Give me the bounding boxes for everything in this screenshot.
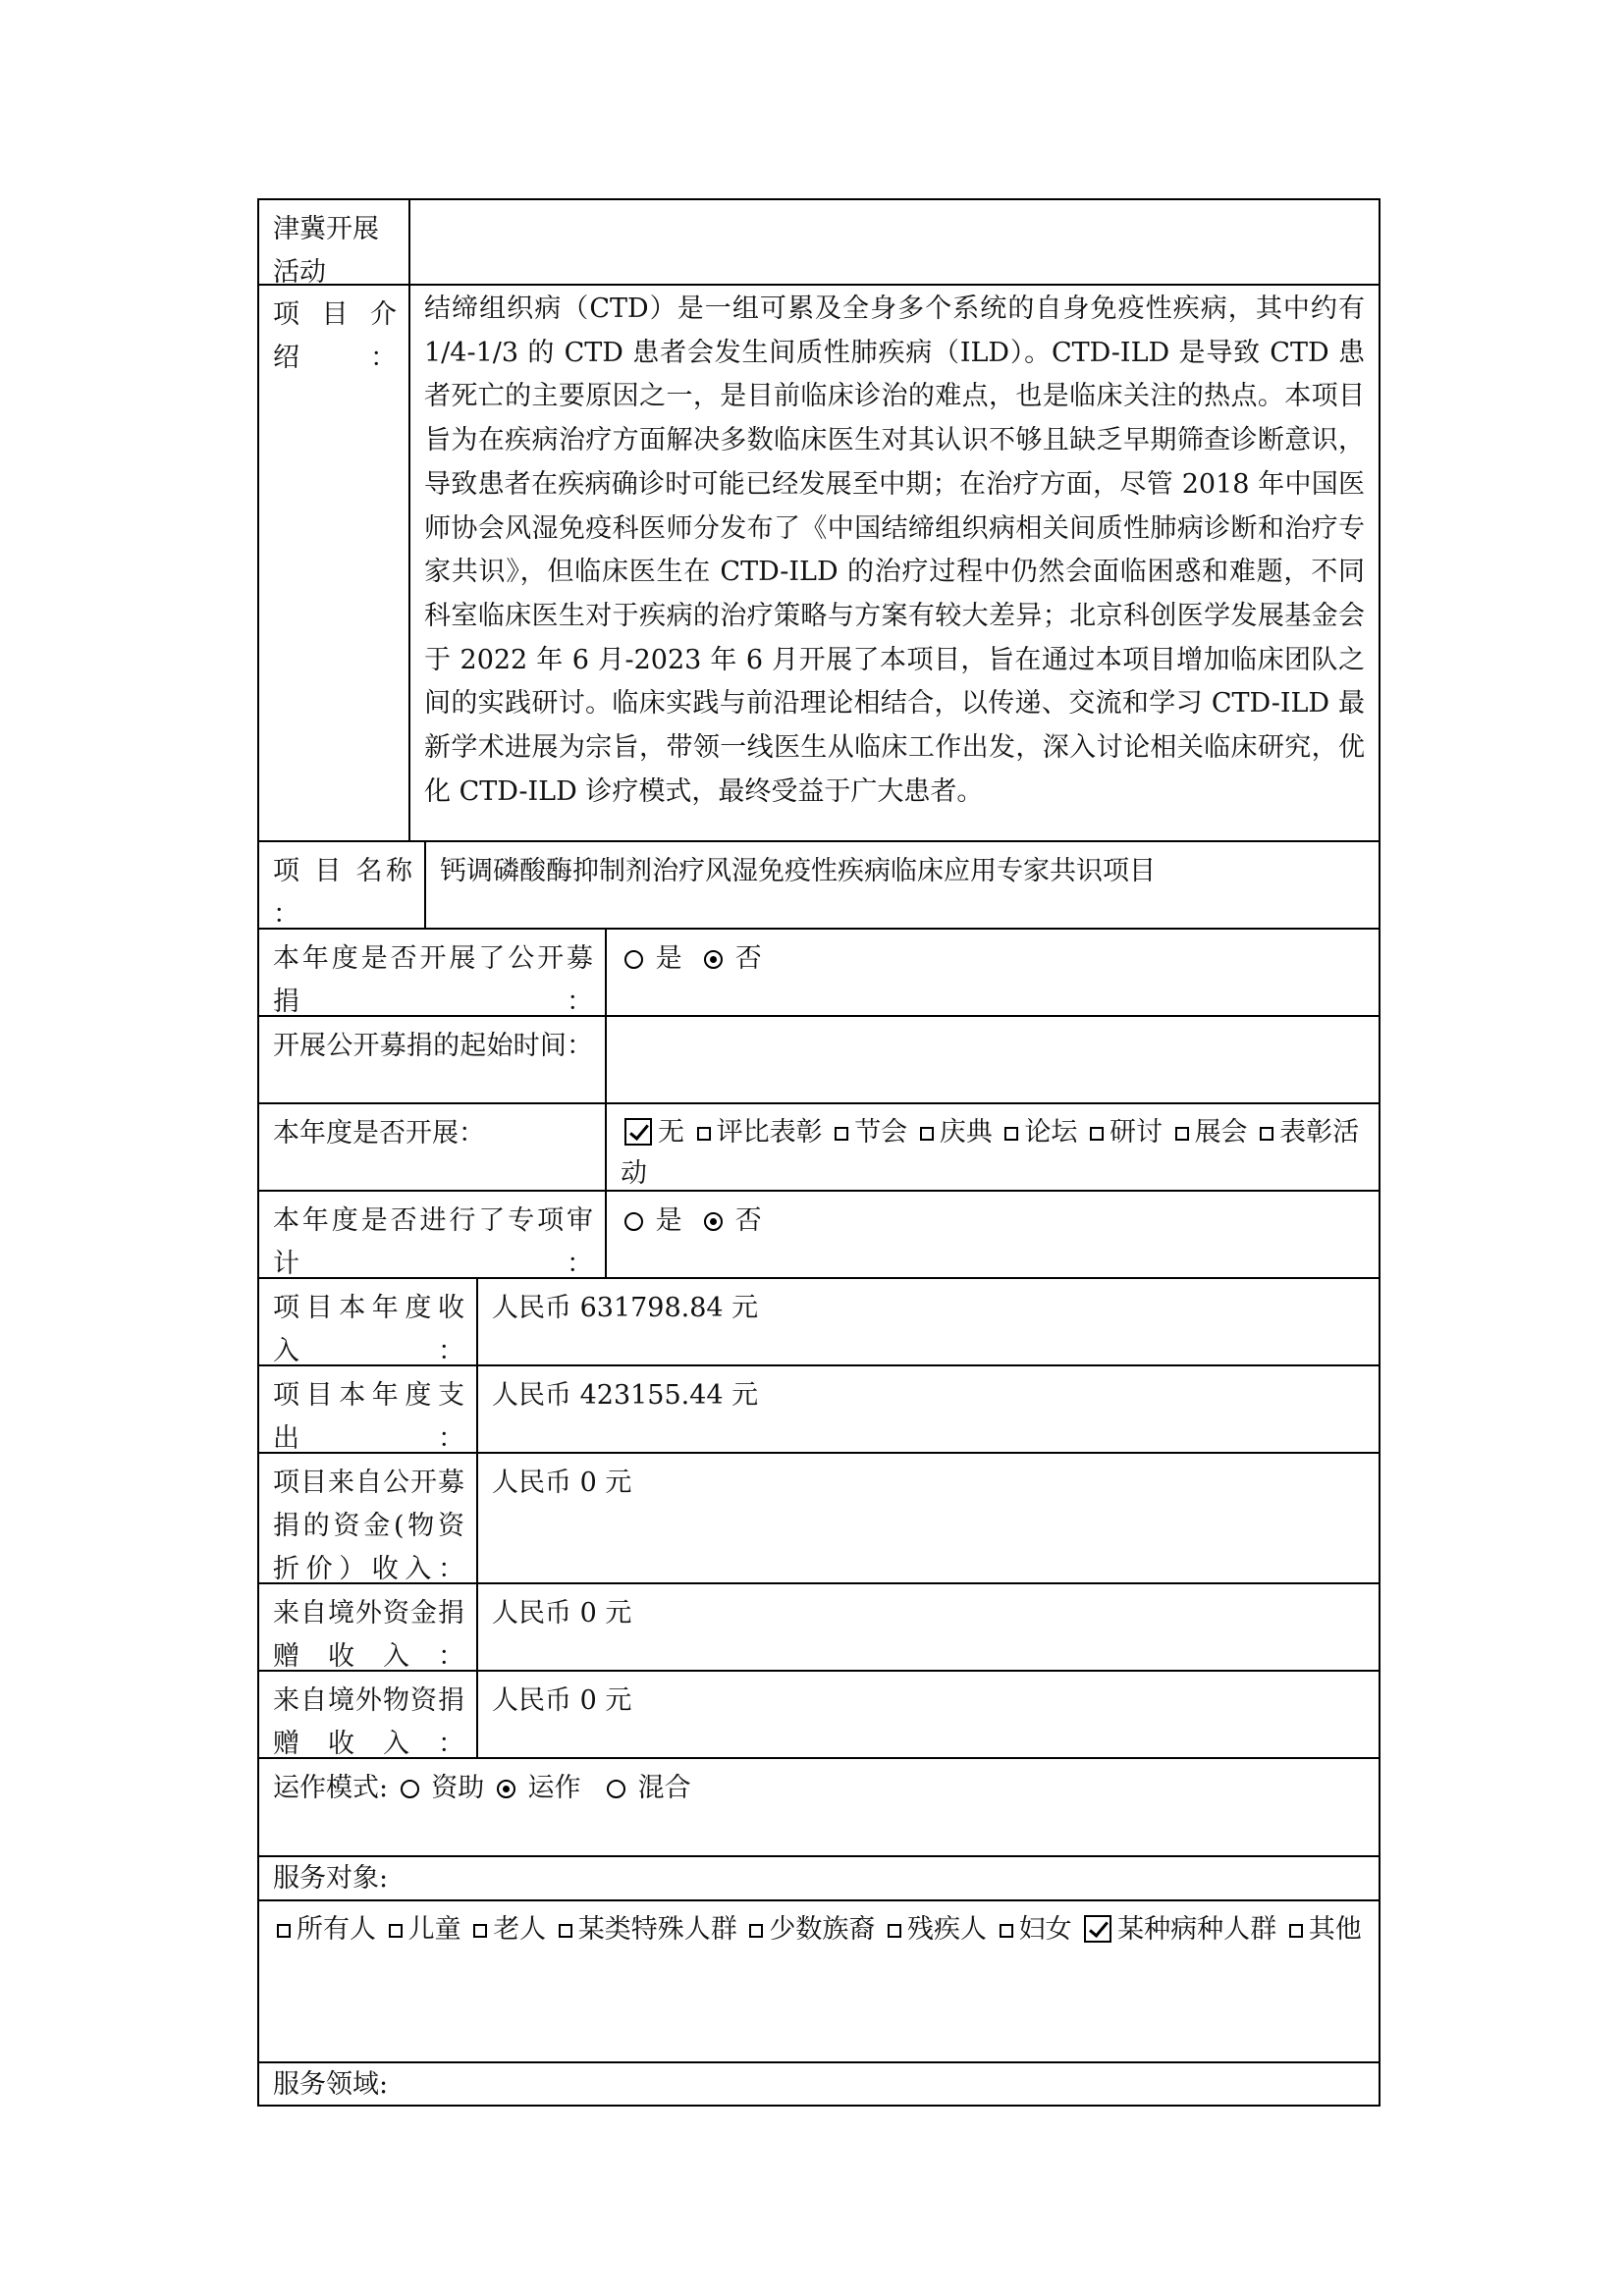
foreign-goods-value: 人民币 0 元 xyxy=(492,1685,632,1716)
checkbox-icon[interactable] xyxy=(1289,1924,1303,1938)
row-special-audit xyxy=(257,1192,1380,1279)
label-operation-mode: 运作模式: xyxy=(273,1773,389,1803)
label-fundraising-start: 开展公开募捐的起始时间： xyxy=(259,1017,607,1102)
option-award: 评比表彰 xyxy=(716,1117,823,1148)
row-income xyxy=(257,1279,1380,1366)
radio-yes-icon[interactable] xyxy=(624,1212,643,1231)
option-exhibition: 展会 xyxy=(1194,1117,1248,1148)
radio-selected-icon[interactable] xyxy=(497,1780,515,1798)
radio-no-selected-icon[interactable] xyxy=(704,1212,723,1231)
target-disabled: 残疾人 xyxy=(906,1914,987,1945)
value-tianjin-activities xyxy=(410,200,1379,284)
foreign-fund-value: 人民币 0 元 xyxy=(492,1598,632,1629)
public-fundraising-options xyxy=(607,930,1379,1015)
checkbox-checked-icon[interactable] xyxy=(624,1118,652,1146)
checkbox-icon[interactable] xyxy=(473,1924,487,1938)
label-foreign-fund: 来自境外资金捐赠收入： xyxy=(259,1584,478,1670)
row-foreign-fund xyxy=(257,1584,1380,1672)
radio-yes-label: 是 xyxy=(655,1205,682,1236)
checkbox-checked-icon[interactable] xyxy=(1084,1915,1111,1943)
label-tianjin-activities: 津冀开展活动 xyxy=(259,200,410,284)
row-public-fundraising xyxy=(257,930,1380,1017)
target-all: 所有人 xyxy=(297,1914,376,1945)
option-none: 无 xyxy=(658,1117,684,1148)
checkbox-icon[interactable] xyxy=(1175,1127,1189,1141)
target-elderly: 老人 xyxy=(493,1914,547,1945)
row-service-fields xyxy=(257,2063,1380,2107)
row-tianjin-activities xyxy=(257,198,1380,286)
checkbox-icon[interactable] xyxy=(749,1924,763,1938)
mode-option-operate: 运作 xyxy=(527,1773,581,1803)
option-forum: 论坛 xyxy=(1024,1117,1078,1148)
row-fundraising-start xyxy=(257,1017,1380,1104)
checkbox-icon[interactable] xyxy=(920,1127,934,1141)
radio-no-label: 否 xyxy=(734,943,762,974)
checkbox-icon[interactable] xyxy=(277,1924,291,1938)
option-celebration: 庆典 xyxy=(939,1117,993,1148)
row-project-name xyxy=(257,842,1380,930)
activities-options xyxy=(607,1104,1379,1190)
label-service-targets: 服务对象: xyxy=(273,1863,389,1894)
project-intro-text: 结缔组织病（CTD）是一组可累及全身多个系统的自身免疫性疾病，其中约有 1/4-1/3 的 CTD 患者会发生间质性肺疾病（ILD）。CTD-ILD 是导致 CTD 患者死亡的主要原因之一，是目前临床诊治的难点，也是临床关注的热点。本项目旨为在疾病治疗方面解决多数临床医生对其认识不够且缺乏早期筛查诊断意识，导致患者在疾病确诊时可能已经发展至中期；在治疗方面，尽管 2018 年中国医师协会风湿免疫科医师分发布了《中国结缔组织病相关间质性肺病诊断和治疗专家共识》，但临床医生在 CTD-ILD 的治疗过程中仍然会面临困惑和难题，不同科室临床医生对于疾病的治疗策略与方案有较大差异；北京科创医学发展基金会于 2022 年 6 月-2023 年 6 月开展了本项目，旨在通过本项目增加临床团队之间的实践研讨。临床实践与前沿理论相结合，以传递、交流和学习 CTD-ILD 最新学术进展为宗旨，带领一线医生从临床工作出发，深入讨论相关临床研究，优化 CTD-ILD 诊疗模式，最终受益于广大患者。 xyxy=(424,294,1365,807)
label-project-name: 项 目 名称 ： xyxy=(259,842,426,928)
target-other: 其他 xyxy=(1308,1914,1362,1945)
checkbox-icon[interactable] xyxy=(1090,1127,1104,1141)
label-foreign-goods: 来自境外物资捐赠收入： xyxy=(259,1672,478,1757)
checkbox-icon[interactable] xyxy=(559,1924,572,1938)
row-expense xyxy=(257,1366,1380,1454)
checkbox-icon[interactable] xyxy=(888,1924,901,1938)
target-disease-groups: 某种病种人群 xyxy=(1117,1914,1277,1945)
project-info-table xyxy=(257,198,1380,2107)
radio-icon[interactable] xyxy=(401,1780,419,1798)
radio-yes-label: 是 xyxy=(655,943,682,974)
expense-value: 人民币 423155.44 元 xyxy=(492,1380,759,1411)
radio-no-selected-icon[interactable] xyxy=(704,950,723,969)
label-expense: 项目本年度支出： xyxy=(259,1366,478,1452)
radio-yes-icon[interactable] xyxy=(624,950,643,969)
label-activities: 本年度是否开展： xyxy=(259,1104,607,1190)
label-service-fields: 服务领域: xyxy=(273,2069,389,2100)
checkbox-icon[interactable] xyxy=(389,1924,403,1938)
service-targets-options xyxy=(259,1901,1379,2061)
label-special-audit: 本年度是否进行了专项审计： xyxy=(259,1192,607,1277)
row-foreign-goods xyxy=(257,1672,1380,1759)
income-value: 人民币 631798.84 元 xyxy=(492,1293,759,1323)
project-name-value: 钙调磷酸酶抑制剂治疗风湿免疫性疾病临床应用专家共识项目 xyxy=(440,856,1156,886)
radio-icon[interactable] xyxy=(607,1780,625,1798)
option-seminar: 研讨 xyxy=(1109,1117,1163,1148)
label-income: 项目本年度收入： xyxy=(259,1279,478,1364)
label-project-intro: 项 目 介绍： xyxy=(259,286,410,840)
target-women: 妇女 xyxy=(1018,1914,1072,1945)
row-service-targets-label xyxy=(257,1857,1380,1901)
row-public-income xyxy=(257,1454,1380,1584)
option-commendation: 表彰活动 xyxy=(621,1117,1360,1189)
checkbox-icon[interactable] xyxy=(1260,1127,1273,1141)
checkbox-icon[interactable] xyxy=(1000,1924,1013,1938)
target-ethnic-minorities: 少数族裔 xyxy=(769,1914,876,1945)
row-project-intro xyxy=(257,286,1380,842)
fundraising-start-value xyxy=(607,1017,1379,1102)
option-festival: 节会 xyxy=(854,1117,908,1148)
label-public-income: 项目来自公开募捐的资金(物资折价）收入： xyxy=(259,1454,478,1582)
radio-no-label: 否 xyxy=(734,1205,762,1236)
row-operation-mode xyxy=(257,1759,1380,1857)
special-audit-options xyxy=(607,1192,1379,1277)
label-public-fundraising: 本年度是否开展了公开募捐： xyxy=(259,930,607,1015)
public-income-value: 人民币 0 元 xyxy=(492,1468,632,1498)
target-special-groups: 某类特殊人群 xyxy=(577,1914,737,1945)
row-activities xyxy=(257,1104,1380,1192)
mode-option-fund: 资助 xyxy=(431,1773,485,1803)
checkbox-icon[interactable] xyxy=(835,1127,848,1141)
checkbox-icon[interactable] xyxy=(697,1127,711,1141)
checkbox-icon[interactable] xyxy=(1004,1127,1018,1141)
target-children: 儿童 xyxy=(407,1914,461,1945)
operation-mode-line xyxy=(259,1759,1379,1855)
row-service-targets xyxy=(257,1901,1380,2063)
mode-option-mixed: 混合 xyxy=(637,1773,691,1803)
